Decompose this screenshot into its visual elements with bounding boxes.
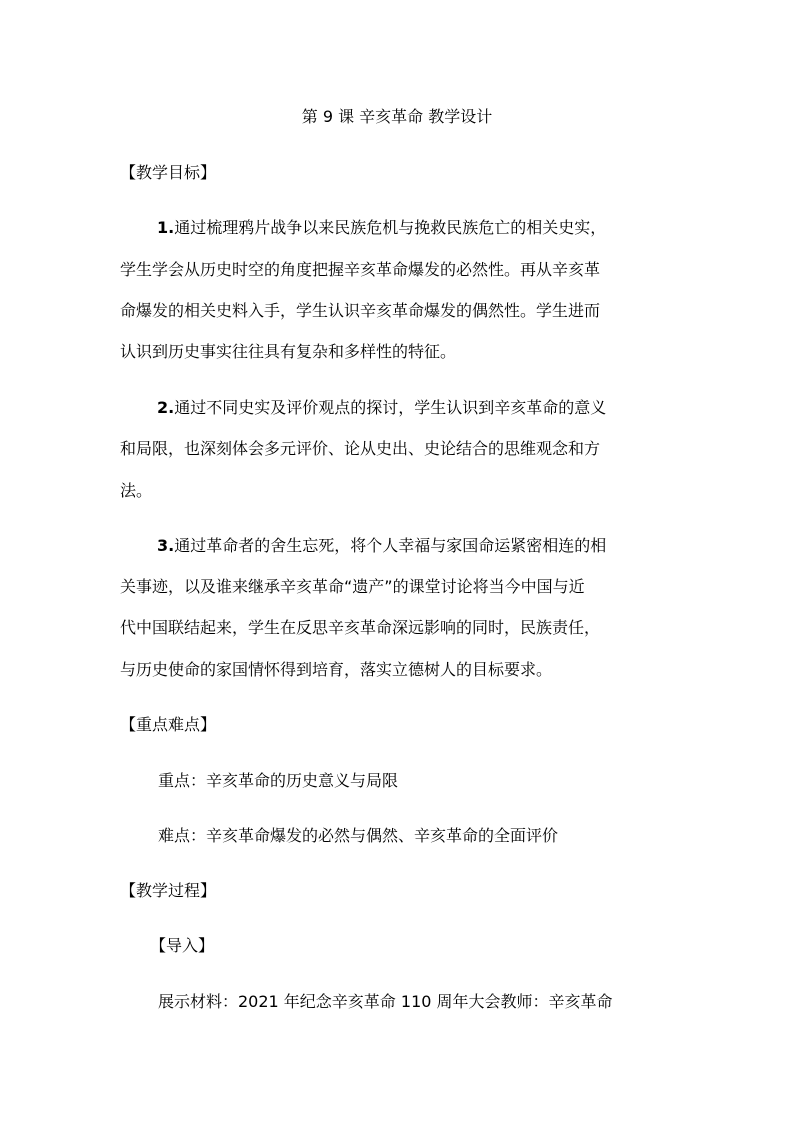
objective-2-line-3: 法。 — [120, 481, 153, 500]
section-heading-objectives: 【教学目标】 — [120, 163, 217, 182]
intro-text: 展示材料：2021 年纪念辛亥革命 110 周年大会教师：辛亥革命 — [158, 992, 613, 1011]
document-title: 第 9 课 辛亥革命 教学设计 — [301, 107, 493, 126]
objective-3-line-1: 3.通过革命者的舍生忘死，将个人幸福与家国命运紧密相连的相 — [157, 536, 607, 555]
objective-3-number: 3. — [157, 536, 175, 555]
objective-1-number: 1. — [157, 218, 175, 237]
section-heading-process: 【教学过程】 — [120, 881, 217, 900]
objective-1-line-1: 1.通过梳理鸦片战争以来民族危机与挽救民族危亡的相关史实， — [157, 218, 607, 237]
difficulty-text: 难点：辛亥革命爆发的必然与偶然、辛亥革命的全面评价 — [158, 826, 559, 845]
objective-2-number: 2. — [157, 398, 175, 417]
objective-2-line-2: 和局限，也深刻体会多元评价、论从史出、史论结合的思维观念和方 — [120, 439, 601, 458]
objective-3-line-4: 与历史使命的家国情怀得到培育，落实立德树人的目标要求。 — [120, 660, 553, 679]
objective-2-line-1: 2.通过不同史实及评价观点的探讨，学生认识到辛亥革命的意义 — [157, 398, 607, 417]
objective-1-line-4: 认识到历史事实往往具有复杂和多样性的特征。 — [120, 342, 457, 361]
section-heading-keypoints: 【重点难点】 — [120, 715, 217, 734]
intro-heading: 【导入】 — [150, 936, 215, 955]
keypoint-text: 重点：辛亥革命的历史意义与局限 — [158, 771, 399, 790]
objective-3-line-3: 代中国联结起来，学生在反思辛亥革命深远影响的同时，民族责任， — [120, 618, 601, 637]
objective-1-line-3: 命爆发的相关史料入手，学生认识辛亥革命爆发的偶然性。学生进而 — [120, 301, 601, 320]
objective-1-line-2: 学生学会从历史时空的角度把握辛亥革命爆发的必然性。再从辛亥革 — [120, 260, 601, 279]
objective-3-line-2: 关事迹，以及谁来继承辛亥革命“遗产”的课堂讨论将当今中国与近 — [120, 577, 585, 596]
